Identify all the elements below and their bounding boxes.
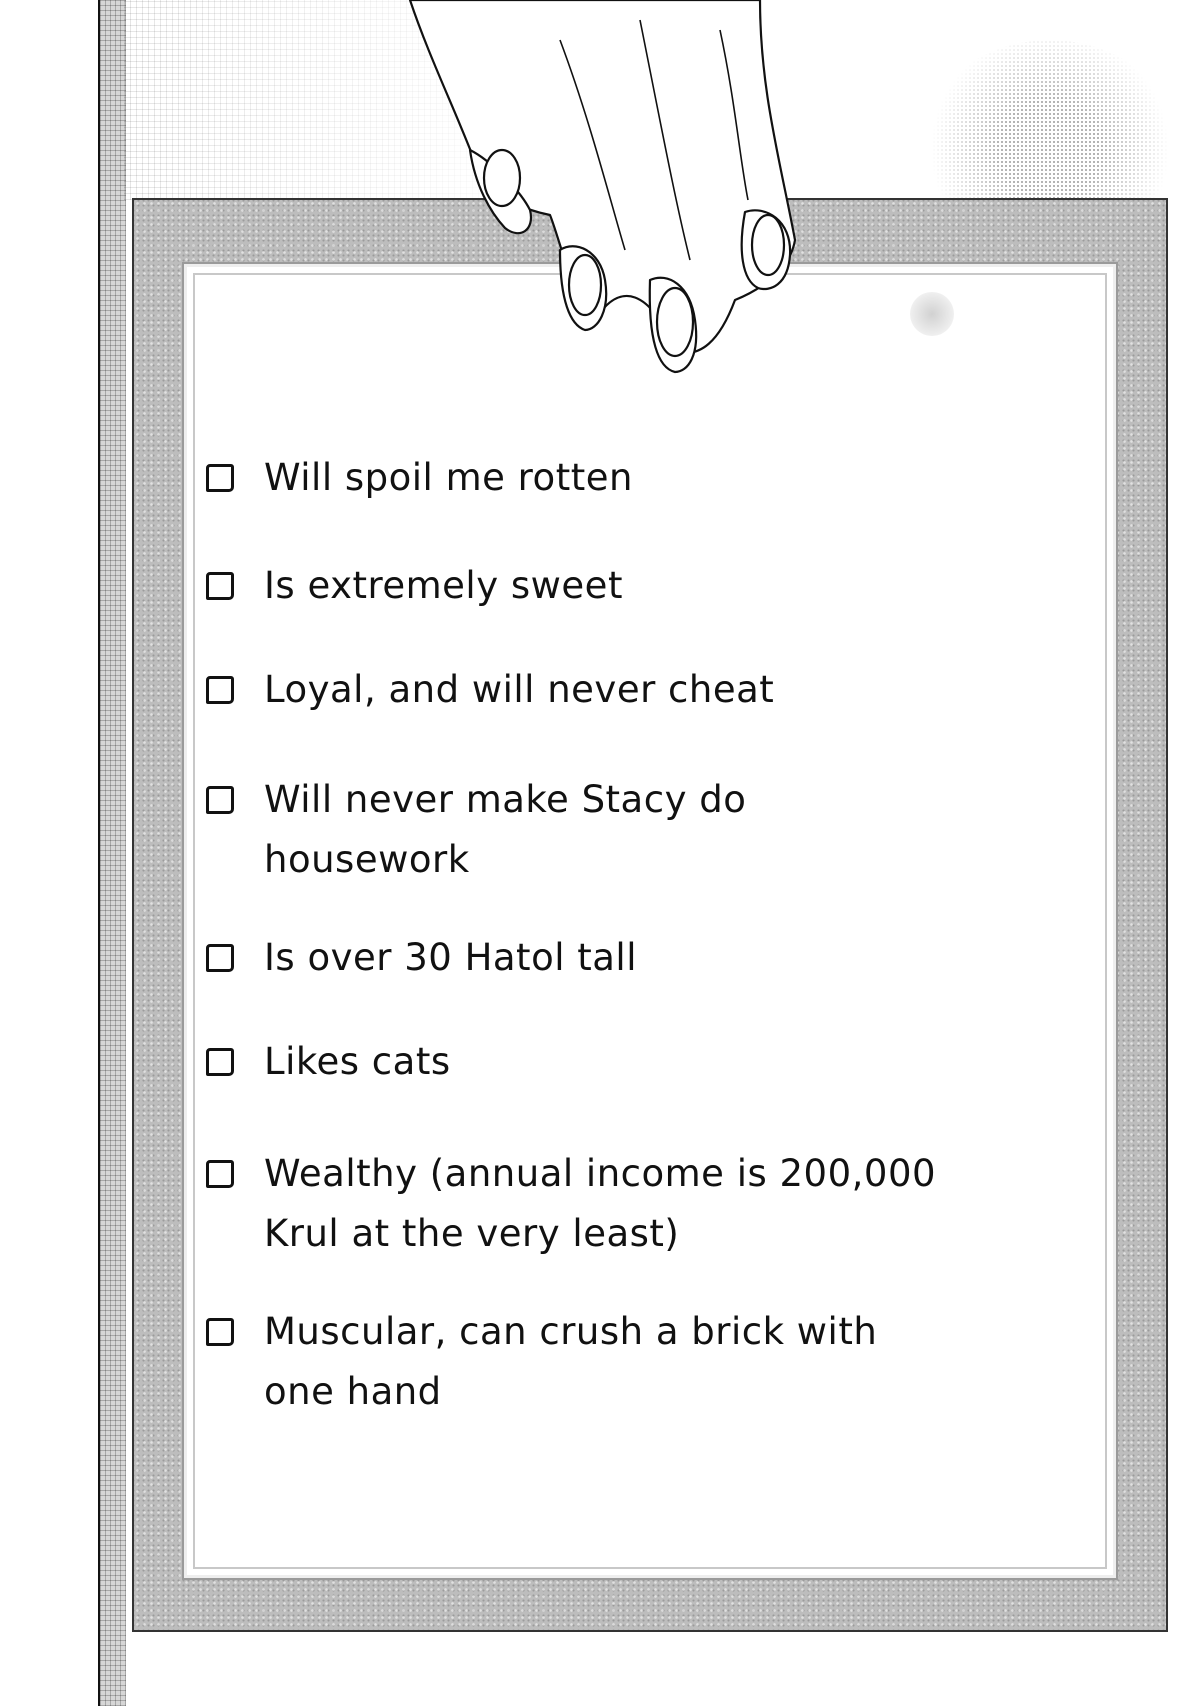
knuckle-line: [720, 30, 748, 200]
checklist-item: [206, 660, 1106, 720]
checklist-item-text: Will never make Stacy do housework: [264, 778, 747, 881]
checklist-item: [206, 1302, 1106, 1422]
checklist-item-text: Is extremely sweet: [264, 564, 623, 607]
checklist-item-text: Likes cats: [264, 1040, 451, 1083]
checklist-item-text: Muscular, can crush a brick with one hand: [264, 1310, 878, 1413]
checklist-item-text: Will spoil me rotten: [264, 456, 633, 499]
checklist-item-text: Loyal, and will never cheat: [264, 668, 775, 711]
checklist-item: [206, 1032, 1106, 1092]
checklist-item-text: Wealthy (annual income is 200,000 Krul at the very least): [264, 1152, 937, 1255]
checkbox[interactable]: [206, 1160, 234, 1188]
checkbox[interactable]: [206, 1048, 234, 1076]
checklist-item: [206, 448, 1106, 508]
checklist-item: [206, 1144, 1106, 1264]
checklist-item-text: Is over 30 Hatol tall: [264, 936, 637, 979]
paper-smudge: [910, 292, 954, 336]
checkbox[interactable]: [206, 944, 234, 972]
background-screentone: [124, 0, 544, 200]
checkbox[interactable]: [206, 1318, 234, 1346]
checklist-item: [206, 556, 1106, 616]
checklist-item: [206, 928, 1106, 988]
checkbox[interactable]: [206, 464, 234, 492]
panel-border-strip: [98, 0, 126, 1706]
checkbox[interactable]: [206, 676, 234, 704]
checkbox[interactable]: [206, 786, 234, 814]
checklist-item: [206, 770, 1106, 890]
checkbox[interactable]: [206, 572, 234, 600]
